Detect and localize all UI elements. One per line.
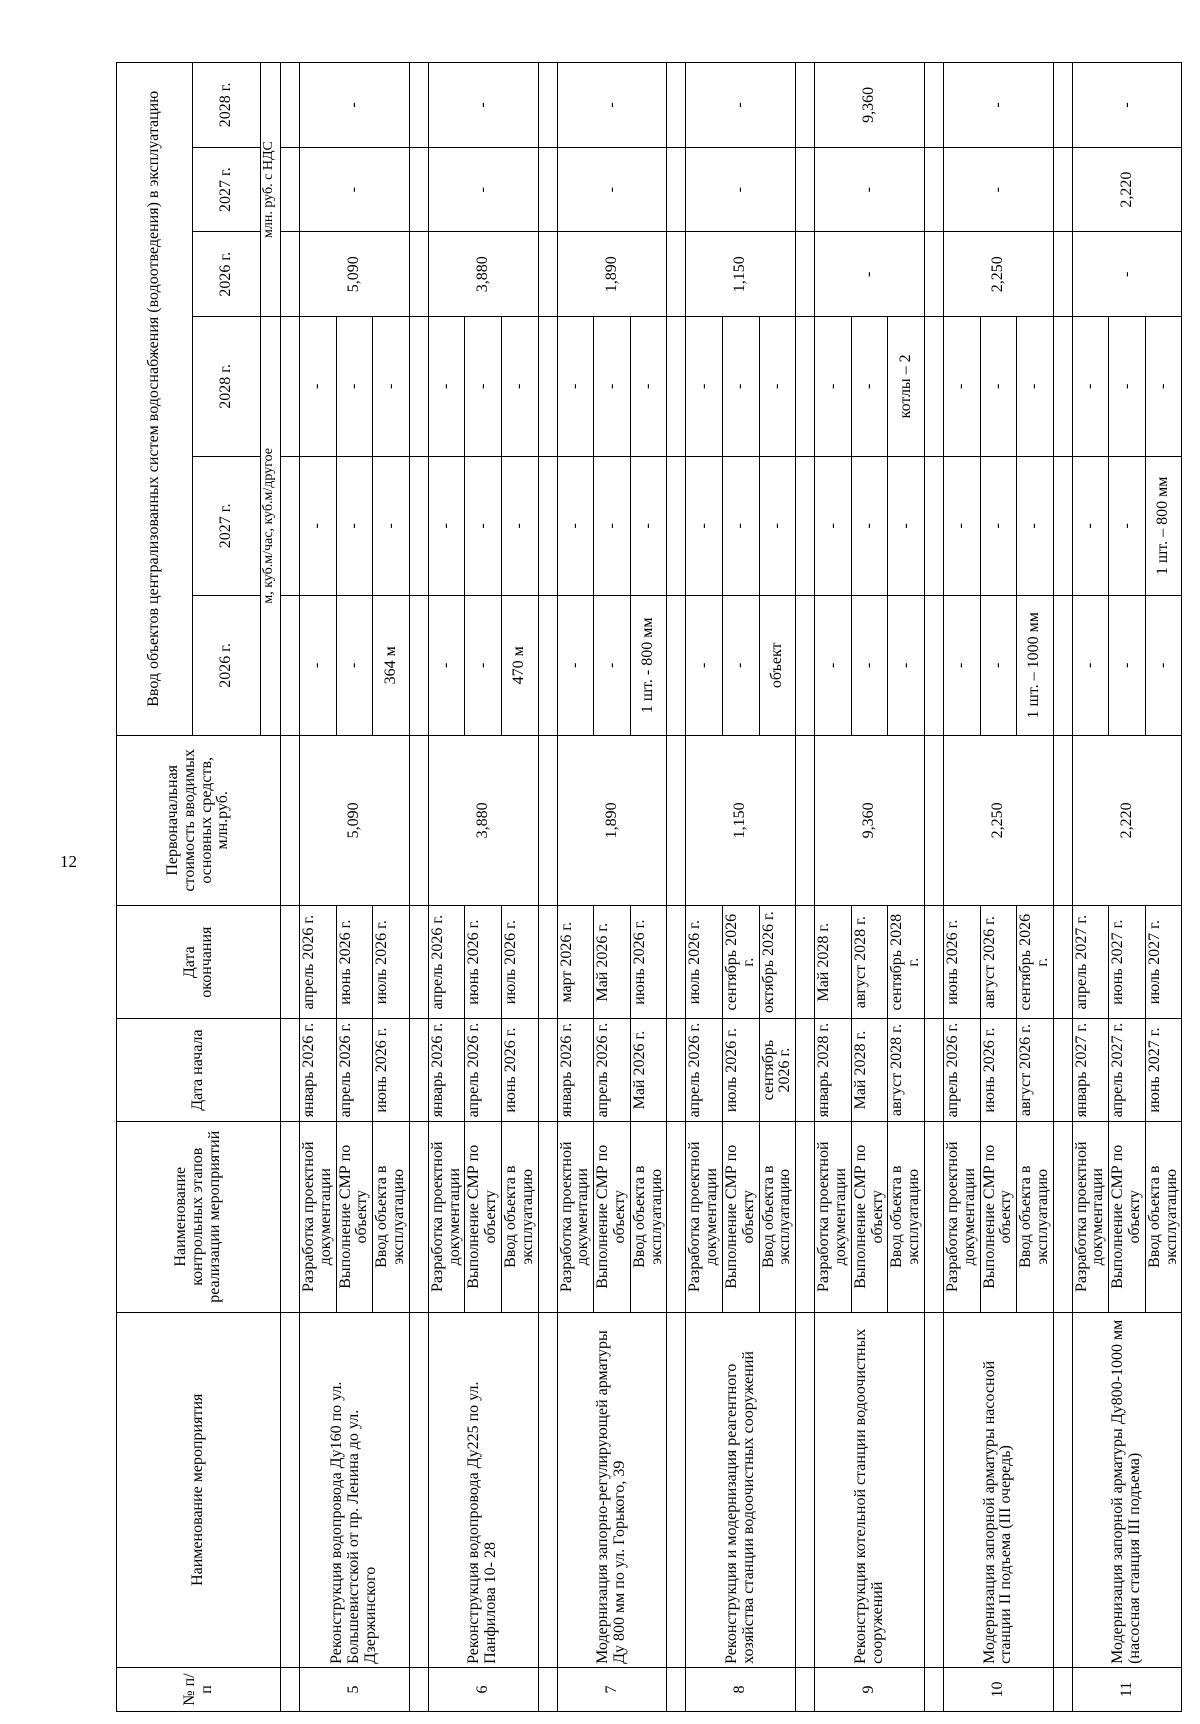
end-date: июнь 2026 г. [943, 906, 980, 1019]
start-date: сентябрь 2026 г. [759, 1019, 796, 1122]
spacer-cell-num [796, 1667, 815, 1711]
spacer-cell-cost [1053, 735, 1072, 905]
spacer-cell-m2028 [796, 63, 815, 148]
volume-2027: - [465, 456, 502, 595]
spacer-cell-m2028 [667, 63, 686, 148]
row-number: 9 [815, 1667, 925, 1711]
spacer-cell-v2027 [1053, 456, 1072, 595]
spacer-cell-m2027 [538, 147, 557, 232]
spacer-cell-v2027 [281, 456, 300, 595]
spacer-cell-stage [924, 1121, 943, 1312]
start-date: апрель 2026 г. [943, 1019, 980, 1122]
measure-name: Модернизация запорно-регулирующей арматуры Ду 800 мм по ул. Горького, 39 [557, 1312, 667, 1667]
money-2028: - [943, 63, 1053, 148]
spacer-cell-v2027 [924, 456, 943, 595]
spacer-cell-stage [667, 1121, 686, 1312]
spacer-cell-m2027 [281, 147, 300, 232]
start-date: январь 2026 г. [300, 1019, 337, 1122]
spacer-cell-name [667, 1312, 686, 1667]
spacer-cell-v2028 [796, 317, 815, 456]
volume-2026: 1 шт. – 1000 мм [1017, 596, 1054, 735]
start-date: апрель 2026 г. [336, 1019, 373, 1122]
spacer-row [409, 63, 428, 1712]
initial-cost: 1,890 [557, 735, 667, 905]
spacer-cell-start [924, 1019, 943, 1122]
spacer-cell-end [924, 906, 943, 1019]
header-money-2026: 2026 г. [193, 232, 261, 317]
table-row [300, 63, 337, 1712]
header-end: Дата окончания [117, 906, 281, 1019]
spacer-cell-v2027 [796, 456, 815, 595]
spacer-row [281, 63, 300, 1712]
volume-2027: - [1072, 456, 1109, 595]
spacer-cell-v2026 [409, 596, 428, 735]
stage-name: Выполнение СМР по объекту [722, 1121, 759, 1312]
stage-name: Ввод объекта в эксплуатацию [501, 1121, 538, 1312]
money-2028: - [428, 63, 538, 148]
end-date: июль 2026 г. [501, 906, 538, 1019]
end-date: июнь 2027 г. [1109, 906, 1146, 1019]
spacer-cell-end [667, 906, 686, 1019]
money-2028: 9,360 [815, 63, 925, 148]
spacer-cell-m2027 [667, 147, 686, 232]
header-vol-2028: 2028 г. [193, 317, 261, 456]
volume-2028: - [465, 317, 502, 456]
table-body [117, 63, 1182, 1712]
stage-name: Ввод объекта в эксплуатацию [1017, 1121, 1054, 1312]
spacer-cell-stage [538, 1121, 557, 1312]
money-2027: 2,220 [1072, 147, 1182, 232]
spacer-cell-m2027 [1053, 147, 1072, 232]
volume-2028: - [501, 317, 538, 456]
header-row-1 [117, 63, 193, 1712]
header-vol-2027: 2027 г. [193, 456, 261, 595]
spacer-cell-stage [1053, 1121, 1072, 1312]
end-date: июль 2027 г. [1145, 906, 1182, 1019]
spacer-cell-v2026 [538, 596, 557, 735]
spacer-cell-name [796, 1312, 815, 1667]
spacer-cell-m2026 [409, 232, 428, 317]
header-money-2028: 2028 г. [193, 63, 261, 148]
spacer-cell-cost [281, 735, 300, 905]
volume-2027: - [336, 456, 373, 595]
volume-2028: - [557, 317, 594, 456]
money-2026: - [1072, 232, 1182, 317]
end-date: апрель 2026 г. [428, 906, 465, 1019]
stage-name: Разработка проектной документации [815, 1121, 852, 1312]
money-2028: - [1072, 63, 1182, 148]
volume-2026: - [980, 596, 1017, 735]
spacer-row [1053, 63, 1072, 1712]
volume-2026: - [722, 596, 759, 735]
spacer-cell-v2028 [538, 317, 557, 456]
investment-schedule-table [116, 62, 1182, 1712]
volume-2028: - [1109, 317, 1146, 456]
spacer-cell-name [409, 1312, 428, 1667]
volume-2028: котлы – 2 [888, 317, 925, 456]
volume-2027: 1 шт. – 800 мм [1145, 456, 1182, 595]
volume-2026: 1 шт. - 800 мм [630, 596, 667, 735]
initial-cost: 1,150 [686, 735, 796, 905]
spacer-cell-m2026 [281, 232, 300, 317]
row-number: 8 [686, 1667, 796, 1711]
start-date: июнь 2026 г. [980, 1019, 1017, 1122]
money-2027: - [428, 147, 538, 232]
spacer-cell-v2026 [281, 596, 300, 735]
spacer-cell-m2028 [1053, 63, 1072, 148]
volume-2027: - [300, 456, 337, 595]
stage-name: Выполнение СМР по объекту [980, 1121, 1017, 1312]
spacer-cell-m2026 [667, 232, 686, 317]
volume-2028: - [980, 317, 1017, 456]
stage-name: Разработка проектной документации [686, 1121, 723, 1312]
measure-name: Реконструкция водопровода Ду160 по ул. Большевистской от пр. Ленина до ул. Дзержинского [300, 1312, 410, 1667]
header-stages: Наименование контрольных этапов реализации мероприятий [117, 1121, 281, 1312]
volume-2026: - [686, 596, 723, 735]
volume-2028: - [943, 317, 980, 456]
end-date: март 2026 г. [557, 906, 594, 1019]
table-row [1072, 63, 1109, 1712]
initial-cost: 2,250 [943, 735, 1053, 905]
row-number: 11 [1072, 1667, 1182, 1711]
volume-2026: - [1109, 596, 1146, 735]
volume-2028: - [630, 317, 667, 456]
initial-cost: 2,220 [1072, 735, 1182, 905]
spacer-cell-num [667, 1667, 686, 1711]
volume-2026: - [300, 596, 337, 735]
money-2026: 1,150 [686, 232, 796, 317]
stage-name: Разработка проектной документации [943, 1121, 980, 1312]
start-date: январь 2028 г. [815, 1019, 852, 1122]
volume-2028: - [300, 317, 337, 456]
volume-2026: - [851, 596, 888, 735]
spacer-cell-num [281, 1667, 300, 1711]
end-date: июнь 2026 г. [336, 906, 373, 1019]
end-date: Май 2026 г. [594, 906, 631, 1019]
stage-name: Выполнение СМР по объекту [1109, 1121, 1146, 1312]
volume-2028: - [1145, 317, 1182, 456]
stage-name: Разработка проектной документации [428, 1121, 465, 1312]
volume-2026: - [465, 596, 502, 735]
initial-cost: 5,090 [300, 735, 410, 905]
start-date: июнь 2027 г. [1145, 1019, 1182, 1122]
spacer-cell-cost [409, 735, 428, 905]
spacer-cell-num [924, 1667, 943, 1711]
stage-name: Разработка проектной документации [557, 1121, 594, 1312]
spacer-cell-end [538, 906, 557, 1019]
stage-name: Выполнение СМР по объекту [465, 1121, 502, 1312]
volume-2027: - [888, 456, 925, 595]
start-date: Май 2026 г. [630, 1019, 667, 1122]
volume-2026: - [557, 596, 594, 735]
money-2028: - [300, 63, 410, 148]
volume-2027: - [594, 456, 631, 595]
volume-2026: - [1072, 596, 1109, 735]
money-2027: - [557, 147, 667, 232]
volume-2028: - [722, 317, 759, 456]
end-date: июль 2026 г. [373, 906, 410, 1019]
start-date: июль 2026 г. [722, 1019, 759, 1122]
money-2027: - [943, 147, 1053, 232]
stage-name: Выполнение СМР по объекту [336, 1121, 373, 1312]
rotated-table-frame [116, 62, 1196, 1712]
spacer-row [538, 63, 557, 1712]
volume-2026: - [428, 596, 465, 735]
volume-2028: - [851, 317, 888, 456]
money-2026: 2,250 [943, 232, 1053, 317]
table-row [943, 63, 980, 1712]
money-2028: - [557, 63, 667, 148]
spacer-cell-v2027 [538, 456, 557, 595]
measure-name: Модернизация запорной арматуры насосной станции II подъема (III очередь) [943, 1312, 1053, 1667]
start-date: январь 2026 г. [428, 1019, 465, 1122]
spacer-cell-m2028 [538, 63, 557, 148]
spacer-cell-m2026 [924, 232, 943, 317]
stage-name: Выполнение СМР по объекту [851, 1121, 888, 1312]
volume-2026: - [1145, 596, 1182, 735]
spacer-cell-v2026 [1053, 596, 1072, 735]
spacer-cell-start [281, 1019, 300, 1122]
unit-volume: м, куб.м/час, куб.м/другое [261, 317, 281, 735]
spacer-cell-num [538, 1667, 557, 1711]
stage-name: Разработка проектной документации [1072, 1121, 1109, 1312]
spacer-cell-m2026 [1053, 232, 1072, 317]
spacer-row [796, 63, 815, 1712]
stage-name: Ввод объекта в эксплуатацию [1145, 1121, 1182, 1312]
volume-2027: - [501, 456, 538, 595]
start-date: июнь 2026 г. [373, 1019, 410, 1122]
spacer-cell-cost [667, 735, 686, 905]
volume-2027: - [1109, 456, 1146, 595]
spacer-cell-v2028 [1053, 317, 1072, 456]
volume-2027: - [686, 456, 723, 595]
volume-2027: - [943, 456, 980, 595]
volume-2028: - [686, 317, 723, 456]
initial-cost: 3,880 [428, 735, 538, 905]
spacer-cell-end [281, 906, 300, 1019]
table-row [557, 63, 594, 1712]
start-date: январь 2027 г. [1072, 1019, 1109, 1122]
stage-name: Ввод объекта в эксплуатацию [759, 1121, 796, 1312]
spacer-cell-m2026 [796, 232, 815, 317]
volume-2026: - [336, 596, 373, 735]
spacer-cell-start [796, 1019, 815, 1122]
spacer-cell-v2027 [667, 456, 686, 595]
volume-2028: - [1072, 317, 1109, 456]
row-number: 5 [300, 1667, 410, 1711]
money-2027: - [300, 147, 410, 232]
spacer-cell-name [281, 1312, 300, 1667]
spacer-cell-stage [281, 1121, 300, 1312]
page-number: 12 [60, 852, 77, 871]
start-date: апрель 2027 г. [1109, 1019, 1146, 1122]
end-date: июль 2026 г. [686, 906, 723, 1019]
spacer-cell-m2026 [538, 232, 557, 317]
spacer-cell-start [1053, 1019, 1072, 1122]
volume-2026: - [943, 596, 980, 735]
spacer-cell-num [409, 1667, 428, 1711]
header-cost: Первоначальная стоимость вводимых основных средств, млн.руб. [117, 735, 281, 905]
stage-name: Ввод объекта в эксплуатацию [373, 1121, 410, 1312]
volume-2027: - [851, 456, 888, 595]
volume-2028: - [594, 317, 631, 456]
measure-name: Реконструкция котельной станции водоочистных сооружений [815, 1312, 925, 1667]
spacer-cell-m2027 [924, 147, 943, 232]
money-2026: - [815, 232, 925, 317]
spacer-cell-v2026 [667, 596, 686, 735]
volume-2026: - [888, 596, 925, 735]
spacer-cell-start [667, 1019, 686, 1122]
unit-money: млн. руб. с НДС [261, 63, 281, 317]
spacer-cell-cost [796, 735, 815, 905]
start-date: август 2028 г. [888, 1019, 925, 1122]
money-2028: - [686, 63, 796, 148]
row-number: 10 [943, 1667, 1053, 1711]
end-date: сентябрь 2026 г. [722, 906, 759, 1019]
volume-2028: - [815, 317, 852, 456]
end-date: сентябрь 2026 г. [1017, 906, 1054, 1019]
money-2026: 1,890 [557, 232, 667, 317]
spacer-cell-m2027 [796, 147, 815, 232]
spacer-cell-v2026 [796, 596, 815, 735]
measure-name: Реконструкция и модернизация реагентного хозяйства станции водоочистных сооружений [686, 1312, 796, 1667]
money-2027: - [815, 147, 925, 232]
end-date: август 2028 г. [851, 906, 888, 1019]
spacer-cell-end [409, 906, 428, 1019]
spacer-cell-name [924, 1312, 943, 1667]
table-row [686, 63, 723, 1712]
end-date: июнь 2026 г. [465, 906, 502, 1019]
stage-name: Ввод объекта в эксплуатацию [888, 1121, 925, 1312]
spacer-cell-stage [796, 1121, 815, 1312]
spacer-cell-m2028 [924, 63, 943, 148]
end-date: октябрь 2026 г. [759, 906, 796, 1019]
spacer-row [667, 63, 686, 1712]
spacer-cell-m2027 [409, 147, 428, 232]
volume-2028: - [373, 317, 410, 456]
volume-2027: - [722, 456, 759, 595]
end-date: июнь 2026 г. [630, 906, 667, 1019]
end-date: август 2026 г. [980, 906, 1017, 1019]
spacer-cell-v2028 [281, 317, 300, 456]
spacer-cell-name [538, 1312, 557, 1667]
volume-2027: - [428, 456, 465, 595]
end-date: апрель 2026 г. [300, 906, 337, 1019]
volume-2027: - [373, 456, 410, 595]
header-vol-2026: 2026 г. [193, 596, 261, 735]
spacer-cell-end [1053, 906, 1072, 1019]
volume-2027: - [815, 456, 852, 595]
spacer-cell-start [538, 1019, 557, 1122]
spacer-cell-v2028 [409, 317, 428, 456]
measure-name: Модернизация запорной арматуры Ду800-1000 мм (насосная станция III подъема) [1072, 1312, 1182, 1667]
spacer-cell-cost [538, 735, 557, 905]
volume-2026: 470 м [501, 596, 538, 735]
money-2026: 3,880 [428, 232, 538, 317]
volume-2026: объект [759, 596, 796, 735]
header-name: Наименование мероприятия [117, 1312, 281, 1667]
start-date: июнь 2026 г. [501, 1019, 538, 1122]
start-date: апрель 2026 г. [686, 1019, 723, 1122]
initial-cost: 9,360 [815, 735, 925, 905]
start-date: апрель 2026 г. [594, 1019, 631, 1122]
start-date: Май 2028 г. [851, 1019, 888, 1122]
spacer-cell-name [1053, 1312, 1072, 1667]
spacer-cell-start [409, 1019, 428, 1122]
volume-2026: - [594, 596, 631, 735]
spacer-cell-end [796, 906, 815, 1019]
money-2026: 5,090 [300, 232, 410, 317]
spacer-cell-m2028 [281, 63, 300, 148]
spacer-cell-v2027 [409, 456, 428, 595]
spacer-cell-v2028 [667, 317, 686, 456]
table-row [428, 63, 465, 1712]
volume-2028: - [1017, 317, 1054, 456]
spacer-row [924, 63, 943, 1712]
volume-2027: - [630, 456, 667, 595]
volume-2026: - [815, 596, 852, 735]
table-row [815, 63, 852, 1712]
money-2027: - [686, 147, 796, 232]
spacer-cell-cost [924, 735, 943, 905]
spacer-cell-m2028 [409, 63, 428, 148]
volume-2028: - [428, 317, 465, 456]
start-date: август 2026 г. [1017, 1019, 1054, 1122]
spacer-cell-v2028 [924, 317, 943, 456]
end-date: сентябрь 2028 г. [888, 906, 925, 1019]
volume-2028: - [336, 317, 373, 456]
row-number: 7 [557, 1667, 667, 1711]
end-date: Май 2028 г. [815, 906, 852, 1019]
start-date: апрель 2026 г. [465, 1019, 502, 1122]
header-start: Дата начала [117, 1019, 281, 1122]
volume-2028: - [759, 317, 796, 456]
volume-2027: - [980, 456, 1017, 595]
header-commissioning: Ввод объектов централизованных систем водоснабжения (водоотведения) в эксплуатацию [117, 63, 193, 736]
row-number: 6 [428, 1667, 538, 1711]
spacer-cell-stage [409, 1121, 428, 1312]
header-money-2027: 2027 г. [193, 147, 261, 232]
measure-name: Реконструкция водопровода Ду225 по ул. Панфилова 10- 28 [428, 1312, 538, 1667]
stage-name: Ввод объекта в эксплуатацию [630, 1121, 667, 1312]
volume-2027: - [1017, 456, 1054, 595]
stage-name: Выполнение СМР по объекту [594, 1121, 631, 1312]
header-num: № п/п [117, 1667, 281, 1711]
end-date: апрель 2027 г. [1072, 906, 1109, 1019]
spacer-cell-v2026 [924, 596, 943, 735]
volume-2026: 364 м [373, 596, 410, 735]
volume-2027: - [759, 456, 796, 595]
volume-2027: - [557, 456, 594, 595]
start-date: январь 2026 г. [557, 1019, 594, 1122]
stage-name: Разработка проектной документации [300, 1121, 337, 1312]
spacer-cell-num [1053, 1667, 1072, 1711]
